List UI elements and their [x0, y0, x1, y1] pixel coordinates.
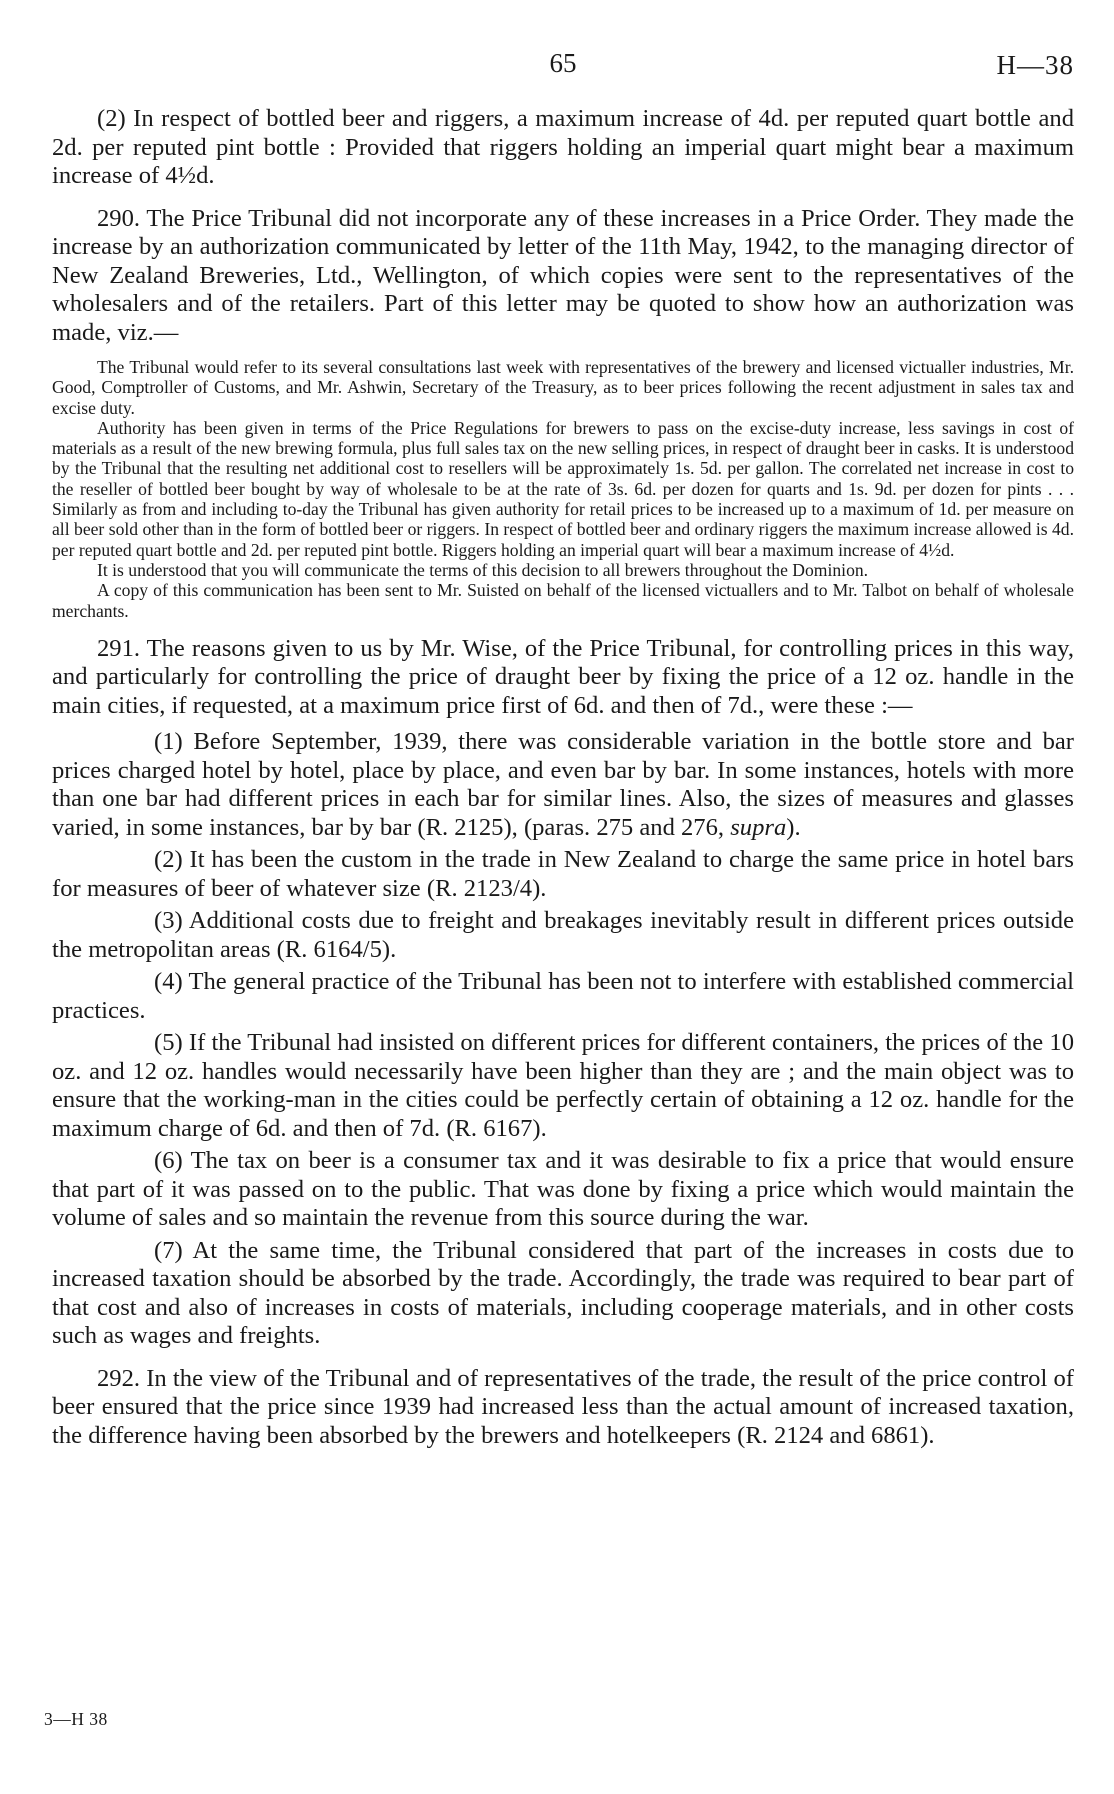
reason-5: (5) If the Tribunal had insisted on different prices for different containers, the prices of the 10 oz. and 12 oz. handles would necessarily have been higher than they are ; and the main object was to ensure that the working-man in the cities could be perfectly certain of obtaining a 12 oz. handle for the maximum charge of 6d. and then of 7d. (R. 6167). [52, 1029, 1074, 1142]
reason-4: (4) The general practice of the Tribunal has been not to interfere with established commercial practices. [52, 968, 1074, 1024]
document-page [52, 0, 1074, 1450]
page-number: 65 [549, 48, 577, 78]
reasons-list [52, 728, 1074, 1351]
quote-paragraph-2: Authority has been given in terms of the Price Regulations for brewers to pass on the excise-duty increase, less savings in cost of materials as a result of the new brewing formula, plus full sales tax on the new selling prices, in respect of draught beer in casks. It is understood by the Tribunal that the resulting net additional cost to resellers will be approximately 1s. 5d. per gallon. The correlated net increase in cost to the reseller of bottled beer bought by way of wholesale to be at the rate of 3s. 6d. per dozen for quarts and 1s. 9d. per dozen for pints . . . Similarly as from and including to-day the Tribunal has given authority for retail prices to be increased up to a maximum of 1d. per measure on all beer sold other than in the form of bottled beer or riggers. In respect of bottled beer and ordinary riggers the maximum increase allowed is 4d. per reputed quart bottle and 2d. per reputed pint bottle. Riggers holding an imperial quart will bear a maximum increase of 4½d. [52, 417, 1074, 560]
quoted-letter [52, 357, 1074, 621]
paragraph-291: 291. The reasons given to us by Mr. Wise, of the Price Tribunal, for controlling prices in this way, and particularly for controlling the price of draught beer by fixing the price of a 12 oz. handle in the main cities, if requested, at a maximum price first of 6d. and then of 7d., were these :— [52, 634, 1074, 719]
page-header [52, 0, 1074, 100]
paragraph-292: 292. In the view of the Tribunal and of representatives of the trade, the result of the price control of beer ensured that the price since 1939 had increased less than the actual amount of increased taxation, the difference having been absorbed by the brewers and hotelkeepers (R. 2124 and 6861). [52, 1364, 1074, 1449]
reason-1-text: (1) Before September, 1939, there was considerable variation in the bottle store and bar prices charged hotel by hotel, place by place, and even bar by bar. In some instances, hotels with more than one bar had different prices in each bar for similar lines. Also, the sizes of measures and glasses varied, in some instances, bar by bar (R. 2125), (paras. 275 and 276, [52, 728, 1074, 841]
page-signature: 3—H 38 [44, 1709, 108, 1729]
quote-paragraph-4: A copy of this communication has been sent to Mr. Suisted on behalf of the licensed victuallers and to Mr. Talbot on behalf of wholesale merchants. [52, 580, 1074, 621]
reason-3: (3) Additional costs due to freight and breakages inevitably result in different prices outside the metropolitan areas (R. 6164/5). [52, 907, 1074, 963]
quote-paragraph-1: The Tribunal would refer to its several consultations last week with representatives of the brewery and licensed victualler industries, Mr. Good, Comptroller of Customs, and Mr. Ashwin, Secretary of the Treasury, as to beer prices following the recent adjustment in sales tax and excise duty. [52, 357, 1074, 418]
quote-paragraph-3: It is understood that you will communicate the terms of this decision to all brewers throughout the Dominion. [97, 559, 869, 580]
paragraph-289-item-2: (2) In respect of bottled beer and riggers, a maximum increase of 4d. per reputed quart bottle and 2d. per reputed pint bottle : Provided that riggers holding an imperial quart might bear a maximum increase of 4½d. [52, 105, 1074, 189]
reason-1-tail: ). [786, 813, 801, 841]
reason-2: (2) It has been the custom in the trade in New Zealand to charge the same price in hotel bars for measures of beer of whatever size (R. 2123/4). [52, 846, 1074, 902]
reason-6: (6) The tax on beer is a consumer tax and it was desirable to fix a price that would ensure that part of it was passed on to the public. That was done by fixing a price which would maintain the volume of sales and so maintain the revenue from this source during the war. [52, 1147, 1074, 1232]
reason-1-italic: supra [730, 813, 787, 841]
paragraph-290: 290. The Price Tribunal did not incorporate any of these increases in a Price Order. They made the increase by an authorization communicated by letter of the 11th May, 1942, to the managing director of New Zealand Breweries, Ltd., Wellington, of which copies were sent to the representatives of the wholesalers and of the retailers. Part of this letter may be quoted to show how an authorization was made, viz.— [52, 204, 1074, 346]
reason-1 [52, 728, 1074, 842]
document-reference: H—38 [996, 50, 1074, 80]
reason-7: (7) At the same time, the Tribunal considered that part of the increases in costs due to increased taxation should be absorbed by the trade. Accordingly, the trade was required to bear part of that cost and also of increases in costs of materials, including cooperage materials, and in other costs such as wages and freights. [52, 1236, 1074, 1350]
